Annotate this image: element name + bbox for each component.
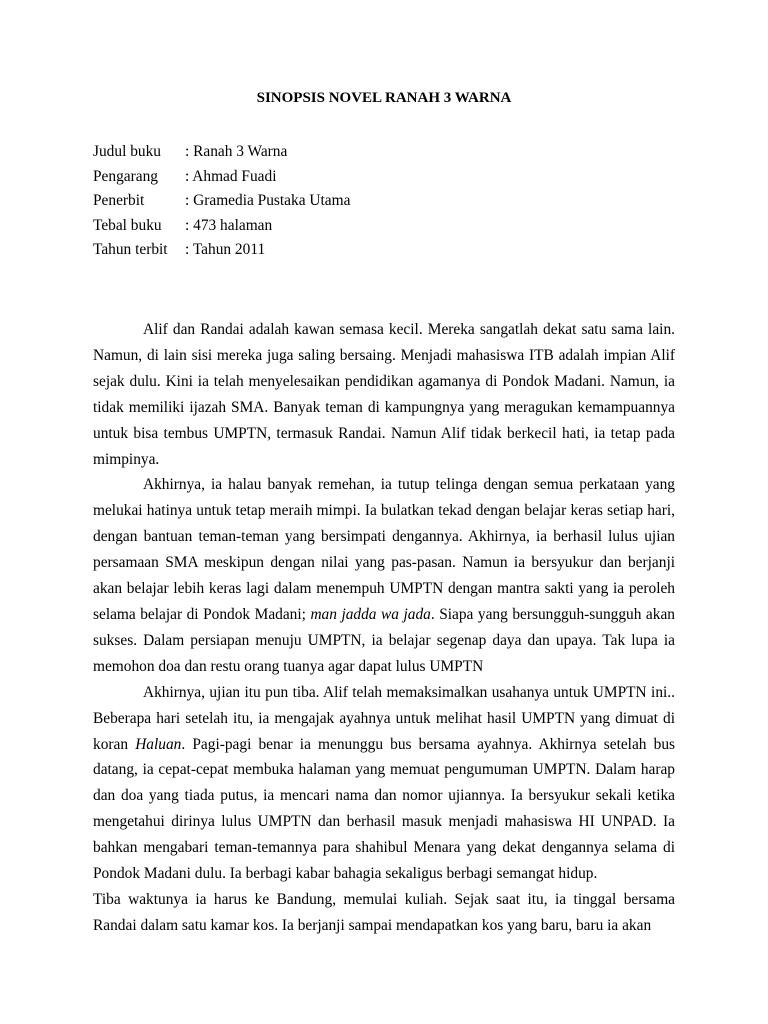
meta-value: : Gramedia Pustaka Utama — [185, 192, 351, 209]
paragraph-1 — [93, 317, 675, 472]
paragraph-text: . Siapa yang bersungguh-sungguh akan sukses. Dalam persiapan menuju UMPTN, ia belajar segenap daya dan upaya. Tak lupa ia memohon doa dan restu orang tuanya agar dapat lulus UMPTN — [93, 605, 675, 675]
paragraph-text: Akhirnya, ia halau banyak remehan, ia tutup telinga dengan semua perkataan yang melukai hatinya untuk tetap meraih mimpi. Ia bulatkan tekad dengan belajar keras setiap hari, dengan bantuan teman-teman yang bersimpati dengannya. Akhirnya, ia berhasil lulus ujian persamaan SMA meskipun dengan nilai yang pas-pasan. Namun ia bersyukur dan berjanji akan belajar lebih keras lagi dalam menempuh UMPTN dengan mantra sakti yang ia peroleh selama belajar di Pondok Madani; — [93, 476, 675, 623]
paragraph-text: . Pagi-pagi benar ia menunggu bus bersama ayahnya. Akhirnya setelah bus datang, ia cepat-cepat membuka halaman yang memuat pengumuman UMPTN. Dalam harap dan doa yang tiada putus, ia mencari nama dan nomor ujiannya. Ia bersyukur sekali ketika mengetahui dirinya lulus UMPTN dan berhasil masuk menjadi mahasiswa HI UNPAD. Ia bahkan mengabari teman-temannya para shahibul Menara yang dekat dengannya selama di Pondok Madani dulu. Ia berbagi kabar bahagia sekaligus berbagi semangat hidup. — [93, 735, 676, 883]
paragraph-text: Alif dan Randai adalah kawan semasa kecil. Mereka sangatlah dekat satu sama lain. Namun, di lain sisi mereka juga saling bersaing. Menjadi mahasiswa ITB adalah impian Alif sejak dulu. Kini ia telah menyelesaikan pendidikan agamanya di Pondok Madani. Namun, ia tidak memiliki ijazah SMA. Banyak teman di kampungnya yang meragukan kemampuannya untuk bisa tembus UMPTN, termasuk Randai. Namun Alif tidak berkecil hati, ia tetap pada mimpinya. — [93, 321, 675, 468]
synopsis-body — [93, 317, 675, 939]
meta-value: : 473 halaman — [185, 216, 273, 234]
meta-label: Pengarang — [93, 167, 158, 185]
meta-label: Penerbit — [93, 192, 145, 209]
meta-label: Tahun terbit — [93, 241, 168, 258]
italic-mantra: man jadda wa jada — [310, 605, 431, 623]
meta-row-author — [93, 167, 350, 192]
meta-label: Judul buku — [93, 143, 161, 160]
meta-value: : Ahmad Fuadi — [185, 167, 277, 185]
meta-value: : Ranah 3 Warna — [185, 143, 288, 160]
paragraph-text: Tiba waktunya ia harus ke Bandung, memulai kuliah. Sejak saat itu, ia tinggal bersama Randai dalam satu kamar kos. Ia berjanji sampai mendapatkan kos yang baru, baru ia akan — [93, 890, 675, 934]
book-metadata — [93, 142, 350, 265]
meta-value: : Tahun 2011 — [185, 241, 266, 258]
meta-row-title — [93, 142, 350, 167]
paragraph-2 — [93, 472, 675, 679]
paragraph-3 — [93, 680, 675, 887]
italic-newspaper: Haluan — [135, 735, 182, 753]
meta-row-year — [93, 240, 350, 265]
meta-row-publisher — [93, 191, 350, 216]
meta-label: Tebal buku — [93, 216, 162, 234]
document-title: SINOPSIS NOVEL RANAH 3 WARNA — [256, 90, 512, 106]
paragraph-4 — [93, 887, 675, 939]
paragraph-text: Akhirnya, ujian itu pun tiba. Alif telah memaksimalkan usahanya untuk UMPTN ini.. Beberapa hari setelah itu, ia mengajak ayahnya untuk melihat hasil UMPTN yang dimuat di koran — [93, 683, 675, 753]
meta-row-pages — [93, 216, 350, 241]
